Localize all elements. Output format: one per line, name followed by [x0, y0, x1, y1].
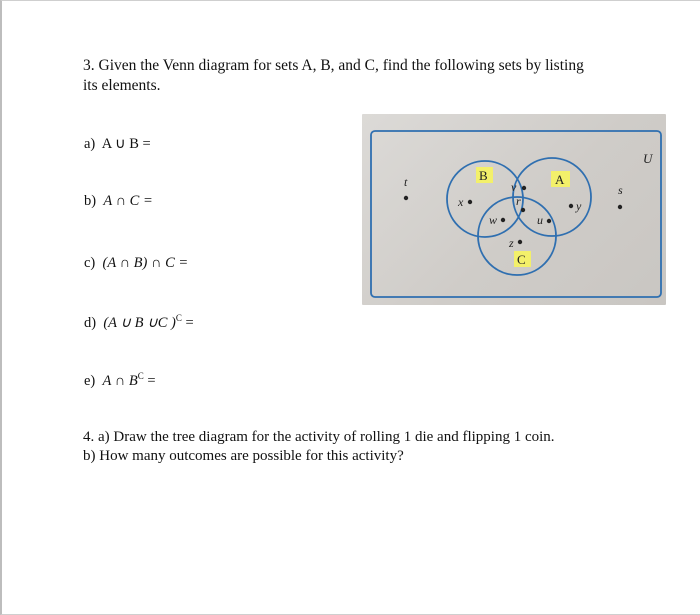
question-3 — [83, 56, 643, 96]
part-d — [84, 313, 194, 332]
part-e-tail: = — [143, 372, 156, 389]
question-3-line2: its elements. — [83, 77, 161, 94]
part-e-expr: A ∩ B — [102, 372, 138, 389]
part-c-label: c) — [84, 255, 96, 271]
part-a — [84, 136, 151, 153]
element-v: v — [511, 180, 517, 194]
part-c-expr: (A ∩ B) ∩ C = — [102, 255, 189, 271]
part-d-complement: C — [175, 313, 182, 323]
part-d-expr: (A ∪ B ∪C ) — [103, 314, 176, 331]
dot-y — [569, 204, 573, 208]
part-e-complement: C — [137, 371, 144, 381]
element-y: y — [576, 199, 582, 213]
part-a-label: a) — [84, 136, 96, 152]
venn-diagram — [362, 114, 666, 305]
universe-label: U — [643, 151, 653, 166]
label-c: C — [517, 252, 526, 267]
question-3-line1: 3. Given the Venn diagram for sets A, B, and C, find the following sets by listing — [83, 57, 584, 74]
venn-diagram-photo — [362, 114, 666, 305]
dot-z — [518, 240, 522, 244]
dot-r — [521, 208, 525, 212]
dot-t — [404, 196, 408, 200]
dot-s — [618, 205, 622, 209]
element-z: z — [509, 236, 514, 250]
dot-v — [522, 186, 526, 190]
part-e-label: e) — [84, 372, 96, 389]
part-c — [84, 255, 188, 272]
dot-w — [501, 218, 505, 222]
part-b — [84, 193, 153, 210]
part-b-expr: A ∩ C = — [103, 193, 153, 209]
element-w: w — [489, 213, 498, 227]
question-4-line1: 4. a) Draw the tree diagram for the activity of rolling 1 die and flipping 1 coin. — [83, 429, 555, 445]
part-d-tail: = — [181, 314, 194, 331]
element-t: t — [404, 175, 408, 189]
part-a-expr: A ∪ B = — [101, 136, 151, 152]
element-u: u — [537, 213, 543, 227]
part-d-label: d) — [84, 314, 97, 331]
label-b: B — [479, 168, 488, 183]
dot-x — [468, 200, 472, 204]
element-s: s — [618, 183, 623, 197]
part-e — [84, 371, 156, 390]
element-r: r — [516, 194, 521, 208]
dot-u — [547, 219, 551, 223]
label-a: A — [555, 172, 565, 187]
part-b-label: b) — [84, 193, 97, 209]
question-4 — [83, 428, 555, 466]
question-4-line2: b) How many outcomes are possible for this activity? — [83, 448, 404, 464]
element-x: x — [458, 195, 464, 209]
